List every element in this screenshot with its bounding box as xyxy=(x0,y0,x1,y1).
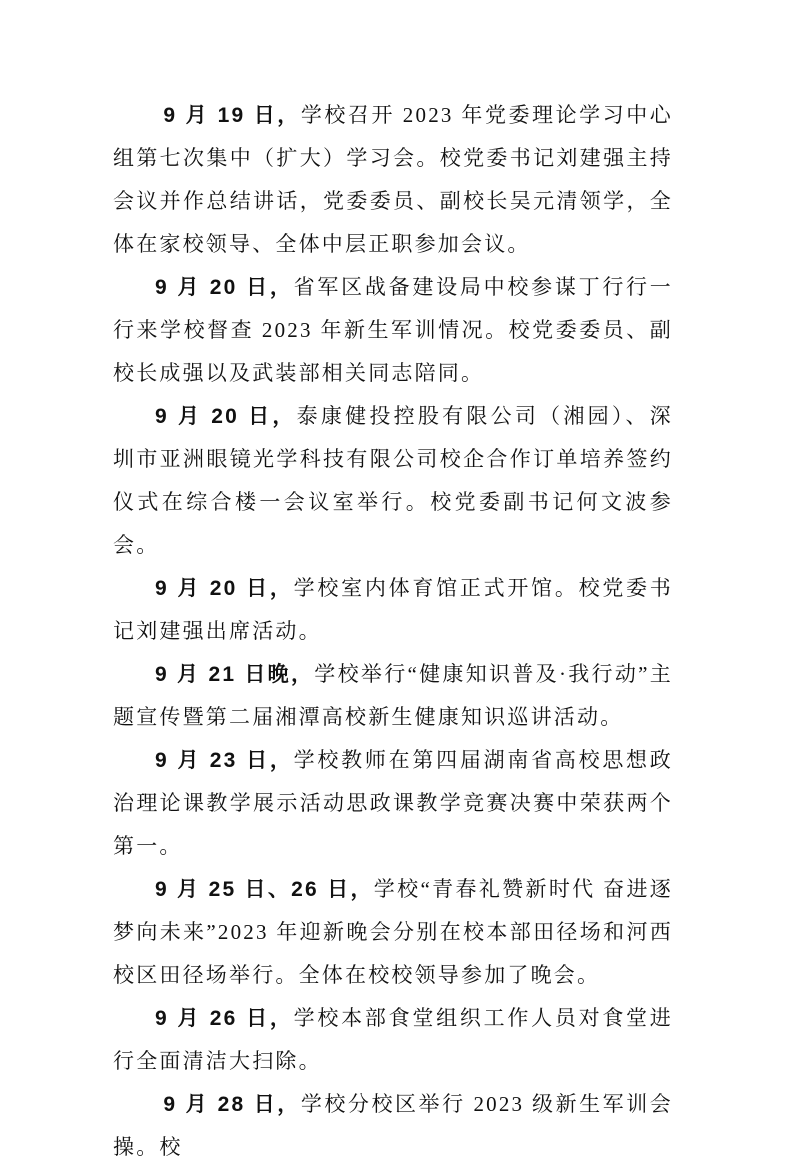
chronicle-entry xyxy=(113,868,673,997)
chronicle-entry xyxy=(113,1083,673,1169)
entry-date: 9 月 25 日、26 日， xyxy=(155,878,374,901)
entry-body-text: 学校室内体育馆正式开馆。校党委书记刘建强出席活动。 xyxy=(113,576,674,643)
chronicle-entry xyxy=(113,266,673,395)
entry-date: 9 月 20 日， xyxy=(155,276,294,299)
entry-body-text: 省军区战备建设局中校参谋丁行行一行来学校督查 2023 年新生军训情况。校党委委员、副校长成强以及武装部相关同志陪同。 xyxy=(113,275,674,385)
entry-body-text: 学校“青春礼赞新时代 奋进逐梦向未来”2023 年迎新晚会分别在校本部田径场和河西校区田径场举行。全体在校校领导参加了晚会。 xyxy=(113,877,674,987)
entry-date: 9 月 26 日， xyxy=(155,1007,294,1030)
entry-date: 9 月 20 日， xyxy=(155,405,297,428)
entry-body-text: 学校本部食堂组织工作人员对食堂进行全面清洁大扫除。 xyxy=(113,1006,674,1073)
document-content xyxy=(113,94,673,1169)
chronicle-entry xyxy=(113,395,673,567)
entry-date: 9 月 20 日， xyxy=(155,577,294,600)
entry-body-text: 学校分校区举行 2023 级新生军训会操。校 xyxy=(113,1092,673,1159)
entry-body-text: 泰康健投控股有限公司（湘园）、深圳市亚洲眼镜光学科技有限公司校企合作订单培养签约仪式在综合楼一会议室举行。校党委副书记何文波参会。 xyxy=(113,404,674,557)
chronicle-entry xyxy=(113,997,673,1083)
entry-date: 9 月 23 日， xyxy=(155,749,294,772)
chronicle-entry xyxy=(113,567,673,653)
entry-date: 9 月 21 日晚， xyxy=(155,663,315,686)
entry-date: 9 月 19 日， xyxy=(155,104,301,127)
chronicle-entry xyxy=(113,653,673,739)
chronicle-entry xyxy=(113,739,673,868)
entry-body-text: 学校召开 2023 年党委理论学习中心组第七次集中（扩大）学习会。校党委书记刘建强主持会议并作总结讲话，党委委员、副校长吴元清领学，全体在家校领导、全体中层正职参加会议。 xyxy=(113,103,673,256)
entry-body-text: 学校教师在第四届湖南省高校思想政治理论课教学展示活动思政课教学竞赛决赛中荣获两个第一。 xyxy=(113,748,674,858)
entry-date: 9 月 28 日， xyxy=(155,1093,301,1116)
chronicle-entry xyxy=(113,94,673,266)
entry-body-text: 学校举行“健康知识普及·我行动”主题宣传暨第二届湘潭高校新生健康知识巡讲活动。 xyxy=(113,662,673,729)
